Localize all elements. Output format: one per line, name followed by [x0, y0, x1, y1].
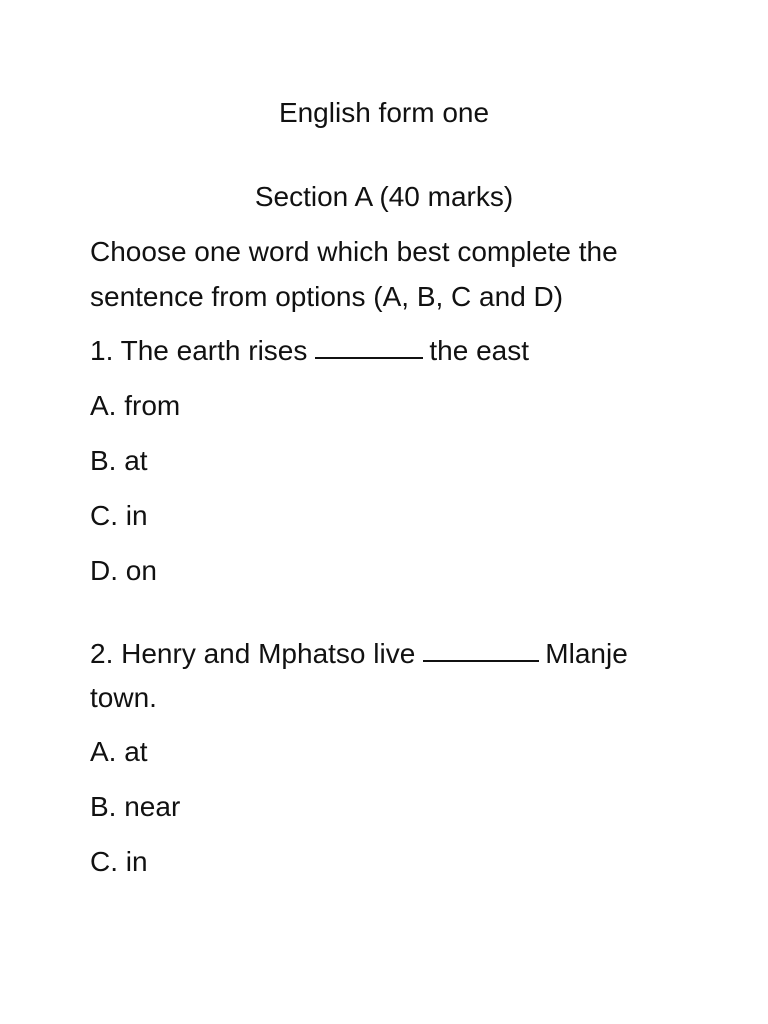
document-title: English form one: [278, 97, 490, 128]
question-1-text-before: 1. The earth rises: [90, 335, 308, 366]
question-2-text-after: Mlanje: [545, 638, 628, 669]
section-heading: Section A (40 marks): [254, 181, 514, 212]
option-1a: A. from: [90, 390, 181, 421]
question-1-text-after: the east: [429, 335, 530, 366]
option-1b: B. at: [90, 445, 148, 476]
option-2c: C. in: [90, 846, 148, 877]
answer-blank: [423, 660, 539, 662]
option-2a: A. at: [90, 736, 148, 767]
option-1c: C. in: [90, 500, 148, 531]
question-2: [90, 637, 628, 671]
question-1: [90, 334, 529, 368]
answer-blank: [315, 357, 423, 359]
instruction-line-2: sentence from options (A, B, C and D): [90, 281, 564, 312]
option-1d: D. on: [90, 555, 157, 586]
instruction-line-1: Choose one word which best complete the: [90, 236, 618, 267]
question-2-continuation: town.: [90, 682, 157, 713]
option-2b: B. near: [90, 791, 181, 822]
question-2-text-before: 2. Henry and Mphatso live: [90, 638, 416, 669]
